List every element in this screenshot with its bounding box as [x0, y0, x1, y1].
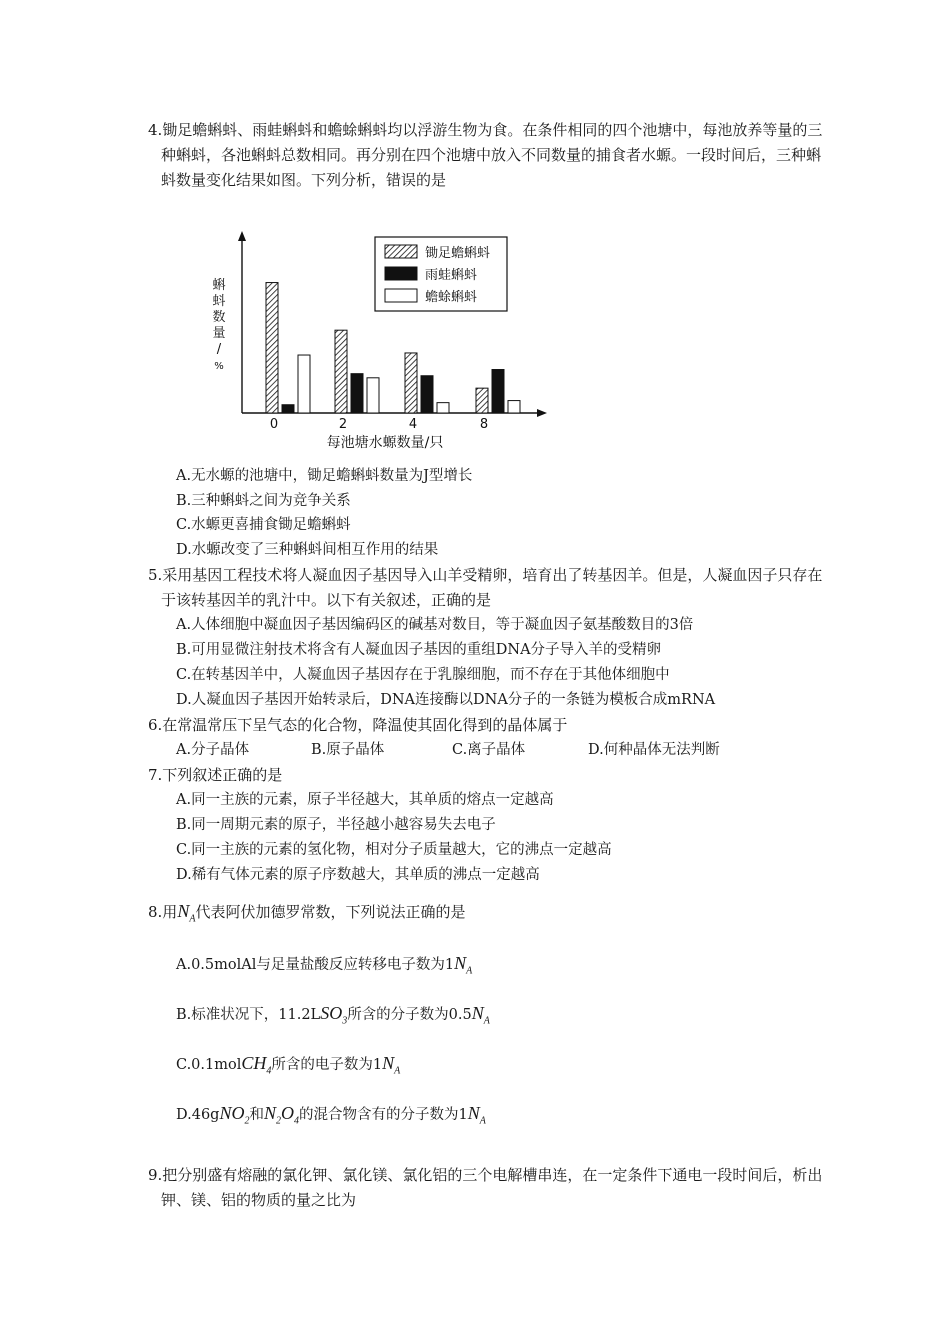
bar-white-4 — [437, 403, 449, 413]
bar-black-2 — [351, 374, 363, 413]
question-9 — [148, 1163, 828, 1213]
bar-hatch-4 — [405, 353, 417, 413]
question-8-stem — [148, 897, 828, 934]
y-axis-label — [212, 277, 225, 372]
legend-label: 雨蛙蝌蚪 — [425, 268, 478, 283]
q5-option-c: C.在转基因羊中，人凝血因子基因存在于乳腺细胞，而不存在于其他体细胞中 — [176, 667, 670, 683]
legend-label: 锄足蟾蝌蚪 — [425, 246, 491, 261]
q4-option-d: D.水螈改变了三种蝌蚪间相互作用的结果 — [176, 542, 439, 558]
bar-hatch-8 — [476, 388, 488, 413]
x-tick-label: 8 — [479, 417, 489, 432]
q4-option-b: B.三种蝌蚪之间为竞争关系 — [176, 493, 351, 509]
y-axis-arrow — [238, 231, 246, 241]
q8-stem-suffix: 代表阿伏加德罗常数，下列说法正确的是 — [195, 903, 466, 921]
bar-hatch-2 — [335, 330, 347, 413]
q8-option-c: C.0.1molCH$_4$所含的电子数为$1N_A$ — [176, 1053, 401, 1077]
bar-white-8 — [508, 401, 520, 413]
y-label-char: 蚪 — [212, 294, 226, 309]
q5-option-a: A.人体细胞中凝血因子基因编码区的碱基对数目，等于凝血因子氨基酸数目的3倍 — [176, 617, 694, 633]
question-4-stem: 4.锄足蟾蝌蚪、雨蛙蝌蚪和蟾蜍蝌蚪均以浮游生物为食。在条件相同的四个池塘中，每池放养等量的三种蝌蚪，各池蝌蚪总数相同。再分别在四个池塘中放入不同数量的捕食者水螈。一段时间后，三种蝌蚪数量变化结果如图。下列分析，错误的是 — [148, 121, 823, 189]
y-label-char: % — [214, 361, 224, 372]
question-9-stem: 9.把分别盛有熔融的氯化钾、氯化镁、氯化铝的三个电解槽串连，在一定条件下通电一段时间后，析出钾、镁、铝的物质的量之比为 — [148, 1166, 823, 1209]
bar-white-0 — [298, 355, 310, 413]
q6-options-row — [176, 738, 776, 763]
legend-swatch-black — [385, 267, 417, 280]
bar-black-8 — [492, 370, 504, 413]
x-tick-label: 2 — [338, 417, 348, 432]
q7-option-a: A.同一主族的元素，原子半径越大，其单质的熔点一定越高 — [176, 792, 554, 808]
question-4 — [148, 118, 828, 193]
x-axis-label: 每池塘水螈数量/只 — [326, 435, 444, 451]
y-label-char: / — [216, 342, 222, 357]
x-axis-arrow — [537, 409, 547, 417]
legend-swatch-hatch — [385, 245, 417, 258]
question-5-stem: 5.采用基因工程技术将人凝血因子基因导入山羊受精卵，培育出了转基因羊。但是，人凝血因子只存在于该转基因羊的乳汁中。以下有关叙述，正确的是 — [148, 566, 823, 609]
q7-option-b: B.同一周期元素的原子，半径越小越容易失去电子 — [176, 817, 496, 833]
y-label-char: 蝌 — [212, 278, 226, 293]
y-label-char: 数 — [212, 310, 226, 325]
question-5 — [148, 563, 828, 613]
x-tick-label: 4 — [408, 417, 418, 432]
bar-black-4 — [421, 376, 433, 413]
q6-option-d: D.何种晶体无法判断 — [588, 742, 720, 758]
q7-option-c: C.同一主族的元素的氢化物，相对分子质量越大，它的沸点一定越高 — [176, 842, 612, 858]
x-tick-label: 0 — [269, 417, 279, 432]
q5-option-d: D.人凝血因子基因开始转录后，DNA连接酶以DNA分子的一条链为模板合成mRNA — [176, 692, 716, 708]
question-6 — [148, 713, 828, 738]
tadpole-bar-chart — [205, 225, 555, 455]
q8-option-a: A.0.5molAl与足量盐酸反应转移电子数为$1N_A$ — [176, 953, 473, 977]
bar-black-0 — [282, 405, 294, 413]
q8-option-b: B.标准状况下，$11.2LSO_3$所含的分子数为$0.5N_A$ — [176, 1003, 490, 1027]
q6-option-c: C.离子晶体 — [452, 742, 526, 758]
q6-option-b: B.原子晶体 — [311, 742, 385, 758]
y-label-char: 量 — [212, 326, 226, 341]
q8-stem-prefix: 8.用 — [148, 903, 178, 921]
avogadro-symbol: $N_A$ — [177, 901, 196, 925]
q8-option-d: D.46gNO$_2$和$N_2O_4$的混合物含有的分子数为$1N_A$ — [176, 1103, 486, 1127]
q6-option-a: A.分子晶体 — [176, 742, 250, 758]
q5-option-b: B.可用显微注射技术将含有人凝血因子基因的重组DNA分子导入羊的受精卵 — [176, 642, 662, 658]
q4-option-a: A.无水螈的池塘中，锄足蟾蝌蚪数量为J型增长 — [176, 468, 473, 484]
q4-option-c: C.水螈更喜捕食锄足蟾蝌蚪 — [176, 517, 351, 533]
question-7-stem: 7.下列叙述正确的是 — [148, 766, 283, 784]
question-7 — [148, 763, 828, 788]
legend-label: 蟾蜍蝌蚪 — [425, 290, 478, 305]
question-8 — [148, 897, 828, 934]
bar-hatch-0 — [266, 283, 278, 413]
legend-swatch-white — [385, 289, 417, 302]
q7-option-d: D.稀有气体元素的原子序数越大，其单质的沸点一定越高 — [176, 867, 540, 883]
question-6-stem: 6.在常温常压下呈气态的化合物，降温使其固化得到的晶体属于 — [148, 716, 568, 734]
bar-white-2 — [367, 378, 379, 413]
